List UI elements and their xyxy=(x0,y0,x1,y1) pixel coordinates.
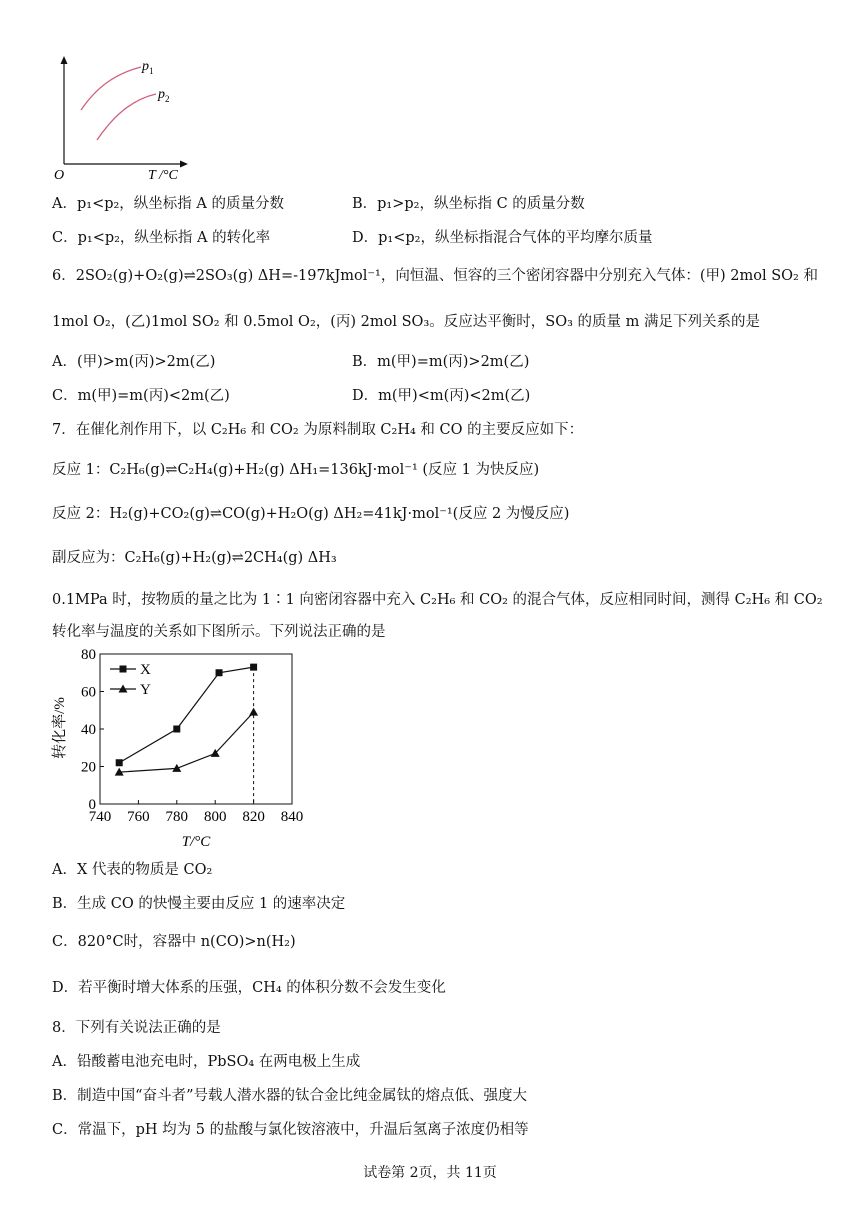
curve-p2 xyxy=(97,94,156,140)
x-tick-label: 740 xyxy=(88,809,112,825)
q8-option-b: B．制造中国“奋斗者”号载人潜水器的钛合金比纯金属钛的熔点低、强度大 xyxy=(52,1088,527,1104)
y-tick-label: 80 xyxy=(81,648,96,663)
y-tick-label: 0 xyxy=(88,797,96,813)
q5-option-a: A．p₁<p₂，纵坐标指 A 的质量分数 xyxy=(52,196,284,212)
y-tick-label: 40 xyxy=(81,722,96,738)
q7-description-line2: 转化率与温度的关系如下图所示。下列说法正确的是 xyxy=(52,624,386,640)
conversion-rate-chart xyxy=(44,648,314,852)
legend-label-x: X xyxy=(140,662,151,678)
q5-option-b: B．p₁>p₂，纵坐标指 C 的质量分数 xyxy=(352,196,585,212)
q8-option-c: C．常温下，pH 均为 5 的盐酸与氯化铵溶液中，升温后氢离子浓度仍相等 xyxy=(52,1122,529,1138)
x-tick-label: 760 xyxy=(127,809,150,825)
data-point-y xyxy=(249,708,258,716)
y-tick-label: 20 xyxy=(81,759,96,776)
legend-label-y: Y xyxy=(140,682,151,698)
q7-description-line1: 0.1MPa 时，按物质的量之比为 1∶1 向密闭容器中充入 C₂H₆ 和 CO₂ 的混合气体，反应相同时间，测得 C₂H₆ 和 CO₂ xyxy=(52,592,823,608)
y-tick-label: 60 xyxy=(81,684,96,701)
curve-p2-label: $p_2$ xyxy=(158,87,170,104)
data-point-x xyxy=(250,664,257,671)
legend-marker-x xyxy=(120,666,127,673)
data-point-x xyxy=(173,726,180,733)
curve-p1-label: $p_1$ xyxy=(142,59,154,76)
origin-label: O xyxy=(54,168,65,182)
q5-option-c: C．p₁<p₂，纵坐标指 A 的转化率 xyxy=(52,230,271,246)
y-axis-label: 转化率/% xyxy=(52,697,68,759)
q7-option-d: D．若平衡时增大体系的压强，CH₄ 的体积分数不会发生变化 xyxy=(52,980,446,996)
page-footer: 试卷第 2页，共 11页 xyxy=(363,1165,497,1181)
q7-option-a: A．X 代表的物质是 CO₂ xyxy=(52,862,213,878)
x-tick-label: 820 xyxy=(242,809,265,825)
x-axis-label: T /°C xyxy=(148,168,178,182)
x-axis-arrow xyxy=(180,161,188,168)
q6-stem-line1: 6．2SO₂(g)+O₂(g)⇌2SO₃(g) ΔH=-197kJmol⁻¹，向恒温、恒容的三个密闭容器中分别充入气体：(甲) 2mol SO₂ 和 xyxy=(52,268,818,284)
x-tick-label: 800 xyxy=(203,809,227,825)
q6-option-c: C．m(甲)=m(丙)<2m(乙) xyxy=(52,388,230,404)
q8-option-a: A．铅酸蓄电池充电时，PbSO₄ 在两电极上生成 xyxy=(52,1054,361,1070)
y-axis-arrow xyxy=(61,56,68,64)
data-point-x xyxy=(116,759,123,766)
q6-option-a: A．(甲)>m(丙)>2m(乙) xyxy=(52,354,216,370)
plot-frame xyxy=(100,654,292,804)
x-tick-label: 780 xyxy=(165,809,189,825)
q6-option-d: D．m(甲)<m(丙)<2m(乙) xyxy=(352,388,531,404)
data-point-x xyxy=(216,669,223,676)
q7-reaction-2: 反应 2：H₂(g)+CO₂(g)⇌CO(g)+H₂O(g) ΔH₂=41kJ·mol⁻¹(反应 2 为慢反应) xyxy=(52,506,570,522)
q8-stem: 8．下列有关说法正确的是 xyxy=(52,1020,221,1036)
q7-stem: 7．在催化剂作用下，以 C₂H₆ 和 CO₂ 为原料制取 C₂H₄ 和 CO 的主要反应如下： xyxy=(52,422,584,438)
q6-option-b: B．m(甲)=m(丙)>2m(乙) xyxy=(352,354,530,370)
pressure-curves-figure xyxy=(48,52,198,182)
q7-reaction-1: 反应 1：C₂H₆(g)⇌C₂H₄(g)+H₂(g) ΔH₁=136kJ·mol⁻¹ (反应 1 为快反应) xyxy=(52,462,540,478)
x-axis-label: T/°C xyxy=(181,834,211,850)
q6-stem-line2: 1mol O₂，(乙)1mol SO₂ 和 0.5mol O₂，(丙) 2mol SO₃。反应达平衡时，SO₃ 的质量 m 满足下列关系的是 xyxy=(52,314,760,330)
q7-option-c: C．820°C时，容器中 n(CO)>n(H₂) xyxy=(52,934,296,950)
series-line-y xyxy=(119,712,253,772)
q7-option-b: B．生成 CO 的快慢主要由反应 1 的速率决定 xyxy=(52,896,346,912)
data-point-y xyxy=(172,764,181,772)
x-tick-label: 840 xyxy=(280,809,304,825)
q7-side-reaction: 副反应为：C₂H₆(g)+H₂(g)⇌2CH₄(g) ΔH₃ xyxy=(52,550,337,566)
q5-option-d: D．p₁<p₂，纵坐标指混合气体的平均摩尔质量 xyxy=(352,230,653,246)
